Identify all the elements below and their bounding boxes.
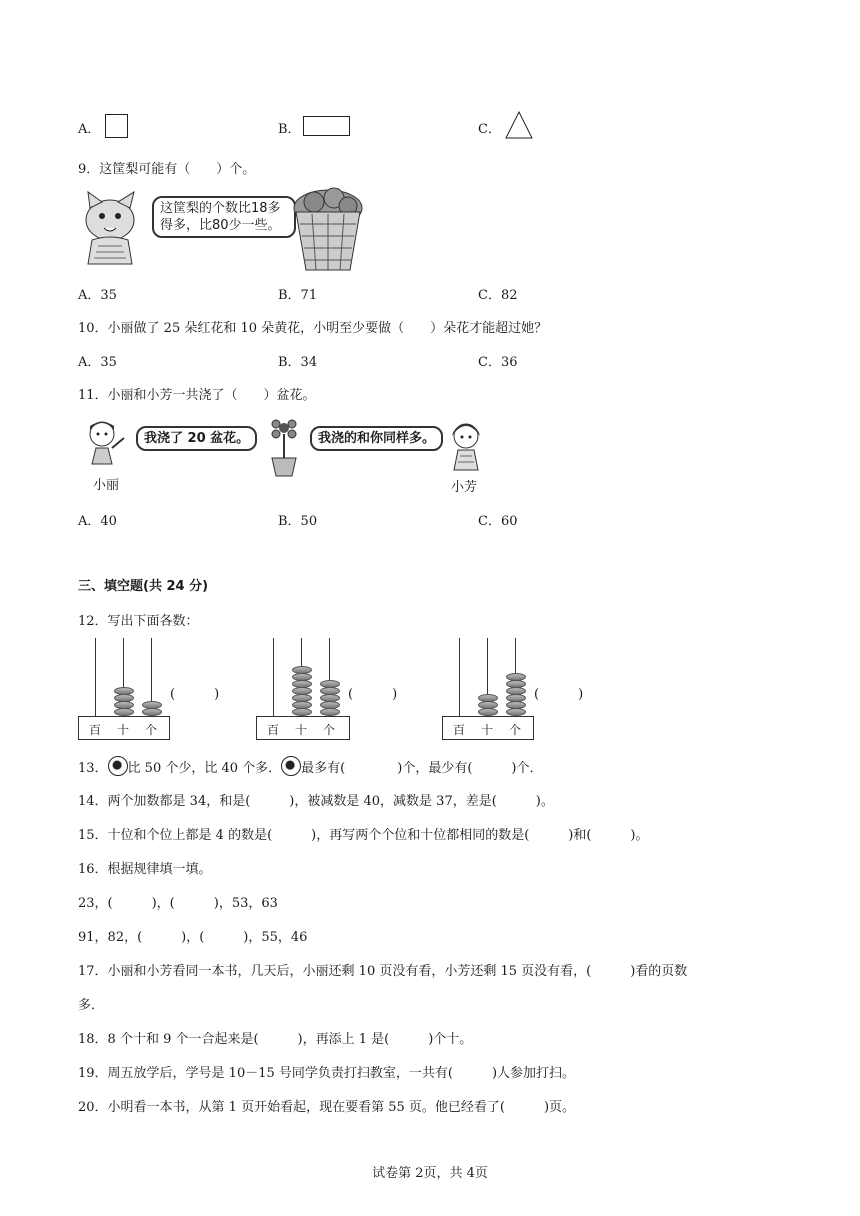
q15-text: 15．十位和个位上都是 4 的数是( )，再写两个个位和十位都相同的数是( )和( )。 xyxy=(78,828,649,843)
abacus-rod-hundreds xyxy=(459,638,460,716)
abacus-bead xyxy=(292,673,312,681)
q11-bubble-xiaoli: 我浇了 20 盆花。 xyxy=(136,426,257,451)
q16-row1: 23，( )，( )，53，63 xyxy=(78,896,278,911)
abacus-3-answer-blank[interactable]: ( ) xyxy=(534,687,584,702)
q13-number: 13． xyxy=(78,761,108,776)
abacus-bead xyxy=(114,694,134,702)
abacus-rod-hundreds xyxy=(273,638,274,716)
q13-part2: 比 50 个少，比 40 个多． xyxy=(127,761,282,776)
abacus-bead xyxy=(478,708,498,716)
abacus-bead xyxy=(114,708,134,716)
abacus-2-answer-blank[interactable]: ( ) xyxy=(348,687,398,702)
q9-bubble-line2: 得多，比80少一些。 xyxy=(160,218,281,233)
potted-flower-illustration xyxy=(264,414,304,478)
abacus-bead xyxy=(478,694,498,702)
section-title-fill-in: 三、填空题(共 24 分) xyxy=(78,579,209,594)
abacus-bead xyxy=(320,694,340,702)
abacus-base xyxy=(78,716,170,740)
q18-text: 18．8 个十和 9 个一合起来是( )，再添上 1 是( )个十。 xyxy=(78,1032,473,1047)
q16-row2: 91，82，( )，( )，55，46 xyxy=(78,930,308,945)
q14-text: 14．两个加数都是 34，和是( )，被减数是 40，减数是 37，差是( )。 xyxy=(78,794,554,809)
q13-text xyxy=(78,756,542,776)
page-footer: 试卷第 2页，共 4页 xyxy=(372,1166,488,1181)
label-ones: 个 xyxy=(323,723,336,737)
triangle-shape xyxy=(504,110,534,140)
abacus-bead xyxy=(142,708,162,716)
label-hundreds: 百 xyxy=(89,723,102,737)
q9-bubble-line1: 这筐梨的个数比18多 xyxy=(160,201,281,216)
soccer-ball-icon xyxy=(108,756,128,776)
q9-option-b: B．71 xyxy=(278,288,318,303)
abacus-bead xyxy=(320,687,340,695)
rectangle-shape xyxy=(303,116,350,136)
abacus-bead xyxy=(292,701,312,709)
q16-stem: 16．根据规律填一填。 xyxy=(78,862,212,877)
pear-basket-illustration xyxy=(290,184,366,272)
q8-option-b: B． xyxy=(278,122,301,137)
abacus-bead xyxy=(506,687,526,695)
abacus-bead xyxy=(142,701,162,709)
abacus-bead xyxy=(506,680,526,688)
abacus-bead xyxy=(114,701,134,709)
label-tens: 十 xyxy=(117,723,130,737)
q11-option-b: B．50 xyxy=(278,514,318,529)
soccer-ball-icon xyxy=(281,756,301,776)
abacus-bead xyxy=(506,701,526,709)
abacus-bead xyxy=(506,708,526,716)
label-hundreds: 百 xyxy=(453,723,466,737)
abacus-bead xyxy=(292,680,312,688)
q9-speech-bubble xyxy=(152,196,296,238)
q13-part3: 最多有( )个，最少有( )个． xyxy=(301,761,543,776)
q11-option-a: A．40 xyxy=(78,514,117,529)
q12-stem: 12．写出下面各数： xyxy=(78,614,199,629)
abacus-bead xyxy=(320,680,340,688)
q8-option-a: A． xyxy=(78,122,101,137)
label-ones: 个 xyxy=(509,723,522,737)
girl-xiaofang-illustration xyxy=(444,420,490,472)
abacus-base xyxy=(442,716,534,740)
abacus-bead xyxy=(506,673,526,681)
q20-text: 20．小明看一本书，从第 1 页开始看起，现在要看第 55 页。他已经看了( )页。 xyxy=(78,1100,576,1115)
label-tens: 十 xyxy=(481,723,494,737)
label-ones: 个 xyxy=(145,723,158,737)
abacus-rod-hundreds xyxy=(95,638,96,716)
q9-option-a: A．35 xyxy=(78,288,117,303)
girl-xiaoli-illustration xyxy=(80,418,128,470)
q11-bubble-xiaofang: 我浇的和你同样多。 xyxy=(310,426,443,451)
q11-stem: 11．小丽和小芳一共浇了（ ）盆花。 xyxy=(78,388,316,403)
abacus-1 xyxy=(78,638,238,742)
abacus-bead xyxy=(478,701,498,709)
square-shape xyxy=(105,114,128,138)
abacus-2 xyxy=(256,638,416,742)
label-tens: 十 xyxy=(295,723,308,737)
q8-option-c: C． xyxy=(478,122,501,137)
cat-illustration xyxy=(78,190,148,268)
abacus-bead xyxy=(114,687,134,695)
abacus-bead xyxy=(292,666,312,674)
abacus-bead xyxy=(320,701,340,709)
abacus-bead xyxy=(320,708,340,716)
label-hundreds: 百 xyxy=(267,723,280,737)
abacus-1-answer-blank[interactable]: ( ) xyxy=(170,687,220,702)
abacus-bead xyxy=(506,694,526,702)
q10-option-b: B．34 xyxy=(278,355,318,370)
q11-name-xiaofang: 小芳 xyxy=(451,480,478,495)
q9-option-c: C．82 xyxy=(478,288,518,303)
q9-stem: 9．这筐梨可能有（ ）个。 xyxy=(78,162,256,177)
abacus-bead xyxy=(292,687,312,695)
abacus-3 xyxy=(442,638,602,742)
abacus-base xyxy=(256,716,350,740)
q10-option-c: C．36 xyxy=(478,355,518,370)
q19-text: 19．周五放学后，学号是 10－15 号同学负责打扫教室，一共有( )人参加打扫。 xyxy=(78,1066,576,1081)
q11-name-xiaoli: 小丽 xyxy=(93,478,120,493)
q10-stem: 10．小丽做了 25 朵红花和 10 朵黄花，小明至少要做（ ）朵花才能超过她？ xyxy=(78,321,548,336)
q17-line1: 17．小丽和小芳看同一本书，几天后，小丽还剩 10 页没有看，小芳还剩 15 页没有看，( )看的页数 xyxy=(78,964,688,979)
abacus-bead xyxy=(292,694,312,702)
q10-option-a: A．35 xyxy=(78,355,117,370)
q17-line2: 多． xyxy=(78,998,105,1013)
abacus-bead xyxy=(292,708,312,716)
q11-option-c: C．60 xyxy=(478,514,518,529)
